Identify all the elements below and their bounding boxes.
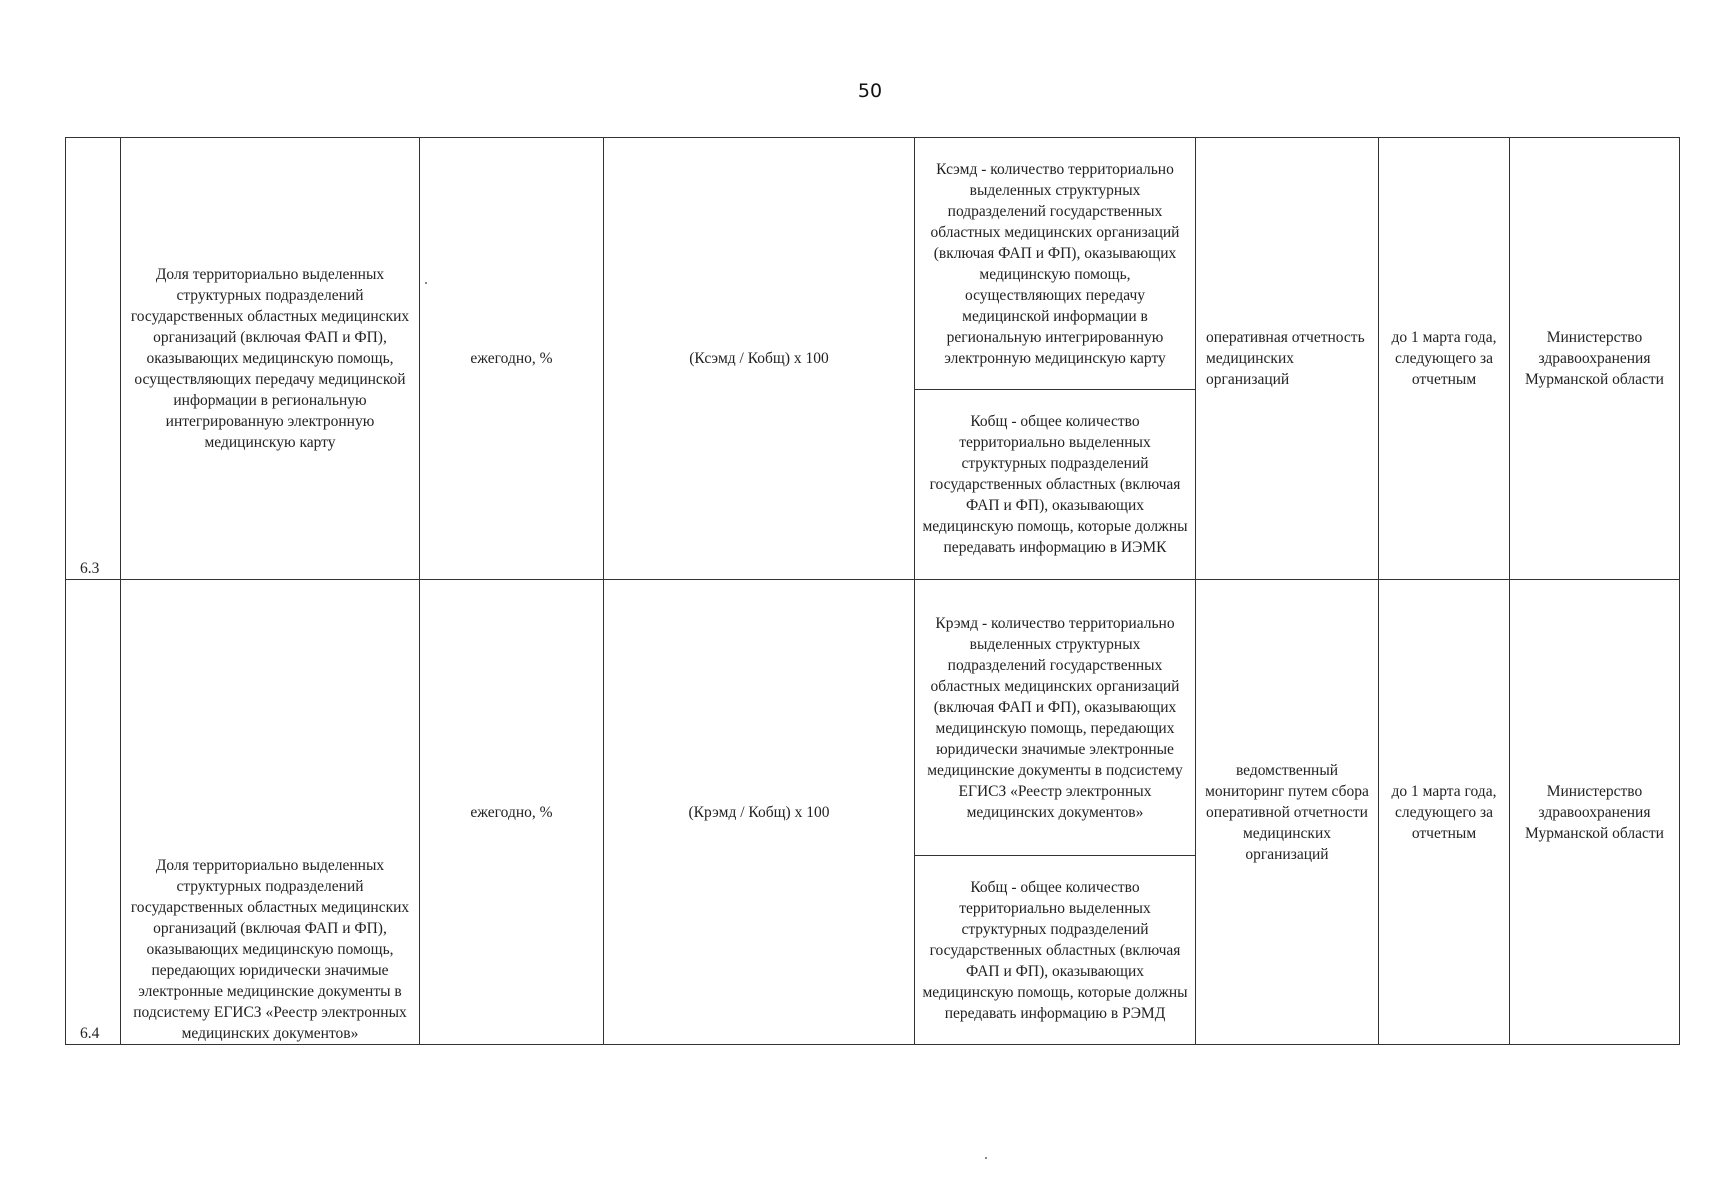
indicator-name: Доля территориально выделенных структурных подразделений государственных областных медицинских организаций (включая ФАП и ФП), оказывающих медицинскую помощь, передающих юридически значимые электронные медицинские документы в подсистему ЕГИСЗ «Реестр электронных медицинских документов» xyxy=(121,580,420,1045)
scan-speck xyxy=(985,1157,987,1159)
responsible-body: Министерство здравоохранения Мурманской области xyxy=(1510,580,1680,1045)
scan-speck xyxy=(425,282,427,284)
formula: (Ксэмд / Кобщ) х 100 xyxy=(604,138,915,580)
periodicity: ежегодно, % xyxy=(420,138,604,580)
table-row xyxy=(66,138,1680,390)
deadline: до 1 марта года, следующего за отчетным xyxy=(1379,138,1510,580)
numerator-definition: Крэмд - количество территориально выделенных структурных подразделений государственных областных медицинских организаций (включая ФАП и ФП), оказывающих медицинскую помощь, передающих юридически значимые электронные медицинские документы в подсистему ЕГИСЗ «Реестр электронных медицинских документов» xyxy=(915,580,1196,856)
formula: (Крэмд / Кобщ) х 100 xyxy=(604,580,915,1045)
deadline: до 1 марта года, следующего за отчетным xyxy=(1379,580,1510,1045)
indicator-name: Доля территориально выделенных структурных подразделений государственных областных медицинских организаций (включая ФАП и ФП), оказывающих медицинскую помощь, осуществляющих передачу медицинской информации в региональную интегрированную электронную медицинскую карту xyxy=(121,138,420,580)
row-number: 6.3 xyxy=(66,138,121,580)
periodicity: ежегодно, % xyxy=(420,580,604,1045)
indicators-table xyxy=(65,137,1680,1045)
row-number: 6.4 xyxy=(66,580,121,1045)
numerator-definition: Ксэмд - количество территориально выделенных структурных подразделений государственных областных медицинских организаций (включая ФАП и ФП), оказывающих медицинскую помощь, осуществляющих передачу медицинской информации в региональную интегрированную электронную медицинскую карту xyxy=(915,138,1196,390)
page-number: 50 xyxy=(857,80,883,102)
table-row xyxy=(66,580,1680,856)
responsible-body: Министерство здравоохранения Мурманской области xyxy=(1510,138,1680,580)
data-source: ведомственный мониторинг путем сбора оперативной отчетности медицинских организаций xyxy=(1196,580,1379,1045)
denominator-definition: Кобщ - общее количество территориально выделенных структурных подразделений государственных областных (включая ФАП и ФП), оказывающих медицинскую помощь, которые должны передавать информацию в ИЭМК xyxy=(915,390,1196,580)
denominator-definition: Кобщ - общее количество территориально выделенных структурных подразделений государственных областных (включая ФАП и ФП), оказывающих медицинскую помощь, которые должны передавать информацию в РЭМД xyxy=(915,856,1196,1045)
data-source: оперативная отчетность медицинских организаций xyxy=(1196,138,1379,580)
